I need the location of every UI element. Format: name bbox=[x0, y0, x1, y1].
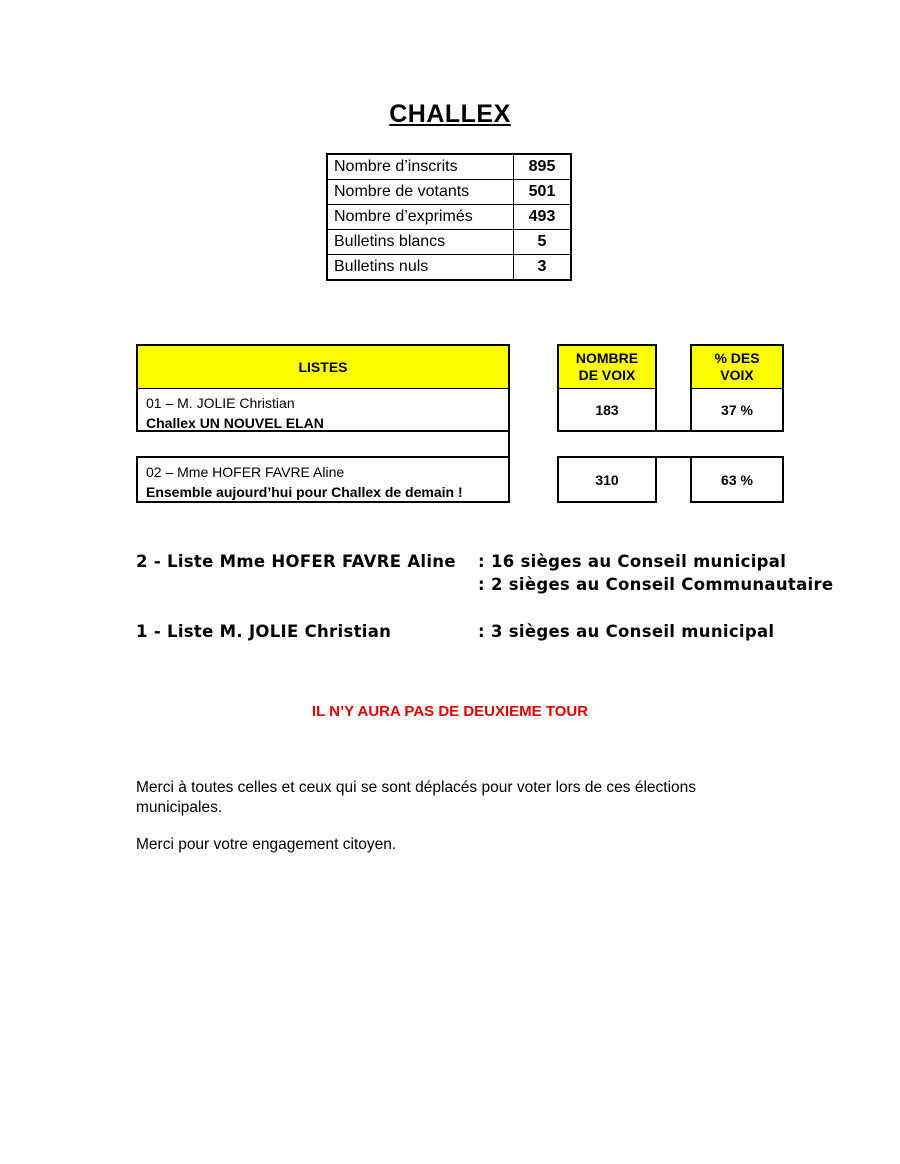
row-connector bbox=[655, 456, 691, 458]
votes-header bbox=[559, 346, 655, 388]
seats-row-2-label: 1 - Liste M. JOLIE Christian bbox=[136, 622, 392, 641]
seats-row-2-value: : 3 sièges au Conseil municipal bbox=[478, 622, 775, 641]
stat-label: Bulletins nuls bbox=[327, 255, 514, 281]
list-1-name: Challex UN NOUVEL ELAN bbox=[146, 415, 324, 431]
stat-label: Bulletins blancs bbox=[327, 230, 514, 255]
votes-header-line2: DE VOIX bbox=[578, 367, 636, 383]
row-connector bbox=[655, 430, 691, 432]
seats-row-1-label: 2 - Liste Mme HOFER FAVRE Aline bbox=[136, 552, 456, 571]
votes-box-2 bbox=[557, 456, 657, 503]
lists-header: LISTES bbox=[138, 346, 508, 388]
no-second-round-notice: IL N’Y AURA PAS DE DEUXIEME TOUR bbox=[311, 703, 589, 720]
thanks-paragraph: Merci à toutes celles et ceux qui se sont déplacés pour voter lors de ces élections municipales. bbox=[136, 779, 697, 816]
table-row bbox=[327, 230, 571, 255]
pct-header bbox=[692, 346, 782, 388]
stat-label: Nombre de votants bbox=[327, 180, 514, 205]
pct-header-line1: % DES bbox=[714, 350, 760, 366]
pct-box-2 bbox=[690, 456, 784, 503]
thanks-engagement: Merci pour votre engagement citoyen. bbox=[136, 836, 397, 853]
list-1-pct: 37 % bbox=[692, 388, 782, 431]
list-2-votes: 310 bbox=[595, 471, 619, 488]
list-1-votes: 183 bbox=[559, 388, 655, 431]
stat-value: 895 bbox=[514, 154, 572, 180]
list-2-head: 02 – Mme HOFER FAVRE Aline bbox=[146, 464, 345, 480]
list-1-cell bbox=[138, 388, 508, 430]
table-row bbox=[327, 255, 571, 281]
pct-box-1 bbox=[690, 344, 784, 432]
stat-value: 501 bbox=[514, 180, 572, 205]
stat-value: 3 bbox=[514, 255, 572, 281]
list-2-cell bbox=[138, 458, 508, 501]
turnout-table bbox=[326, 153, 572, 281]
stat-value: 5 bbox=[514, 230, 572, 255]
list-2-box bbox=[136, 456, 510, 503]
stat-label: Nombre d’inscrits bbox=[327, 154, 514, 180]
list-2-name: Ensemble aujourd’hui pour Challex de demain ! bbox=[146, 484, 463, 500]
votes-box-1 bbox=[557, 344, 657, 432]
stat-label: Nombre d’exprimés bbox=[327, 205, 514, 230]
pct-header-line2: VOIX bbox=[720, 367, 754, 383]
stat-value: 493 bbox=[514, 205, 572, 230]
column-divider bbox=[508, 432, 510, 457]
table-row bbox=[327, 205, 571, 230]
votes-header-line1: NOMBRE bbox=[575, 350, 639, 366]
table-row bbox=[327, 180, 571, 205]
seats-row-1-value: : 16 sièges au Conseil municipal bbox=[478, 552, 787, 571]
list-1-box bbox=[136, 344, 510, 432]
table-row bbox=[327, 154, 571, 180]
list-1-head: 01 – M. JOLIE Christian bbox=[146, 395, 295, 411]
seats-row-1b-value: : 2 sièges au Conseil Communautaire bbox=[478, 575, 834, 594]
page-title: CHALLEX bbox=[389, 100, 511, 128]
list-2-pct: 63 % bbox=[721, 471, 753, 488]
